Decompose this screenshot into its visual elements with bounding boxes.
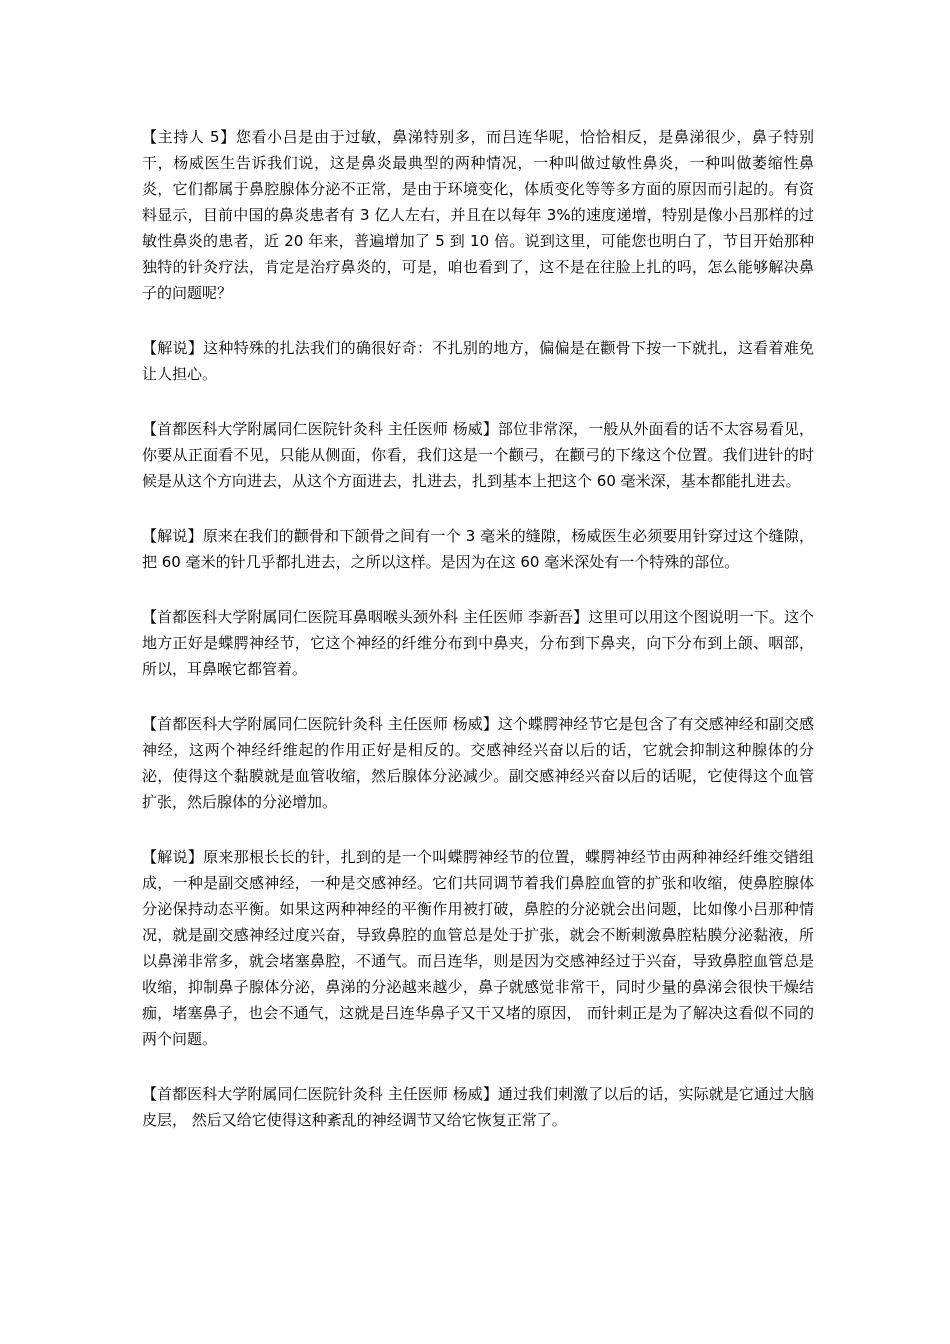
paragraph-narration-3: 【解说】原来那根长长的针，扎到的是一个叫蝶腭神经节的位置，蝶腭神经节由两种神经纤维交错组成，一种是副交感神经，一种是交感神经。它们共同调节着我们鼻腔血管的扩张和收缩，使鼻腔腺体分泌保持动态平衡。如果这两种神经的平衡作用被打破，鼻腔的分泌就会出问题，比如像小吕那种情况，就是副交感神经过度兴奋，导致鼻腔的血管总是处于扩张，就会不断刺激鼻腔粘膜分泌黏液，所以鼻涕非常多，就会堵塞鼻腔，不通气。而吕连华，则是因为交感神经过于兴奋，导致鼻腔血管总是收缩，抑制鼻子腺体分泌，鼻涕的分泌越来越少，鼻子就感觉非常干，同时少量的鼻涕会很快干燥结痂，堵塞鼻子，也会不通气，这就是吕连华鼻子又干又堵的原因， 而针刺正是为了解决这看似不同的两个问题。 xyxy=(142,848,814,1048)
document-page xyxy=(142,124,814,1162)
paragraph-host-5: 【主持人 5】您看小吕是由于过敏，鼻涕特别多，而吕连华呢，恰恰相反，是鼻涕很少，鼻子特别干，杨威医生告诉我们说，这是鼻炎最典型的两种情况，一种叫做过敏性鼻炎，一种叫做萎缩性鼻炎，它们都属于鼻腔腺体分泌不正常，是由于环境变化，体质变化等等多方面的原因而引起的。有资料显示，目前中国的鼻炎患者有 3 亿人左右，并且在以每年 3%的速度递增，特别是像小吕那样的过敏性鼻炎的患者，近 20 年来，普遍增加了 5 到 10 倍。说到这里，可能您也明白了，节目开始那种独特的针灸疗法，肯定是治疗鼻炎的，可是，咱也看到了，这不是在往脸上扎的吗，怎么能够解决鼻子的问题呢？ xyxy=(142,128,814,302)
paragraph-yangwei-1: 【首都医科大学附属同仁医院针灸科 主任医师 杨威】部位非常深，一般从外面看的话不太容易看见，你要从正面看不见，只能从侧面，你看，我们这是一个颧弓，在颧弓的下缘这个位置。我们进针的时候是从这个方向进去，从这个方面进去，扎进去，扎到基本上把这个 60 毫米深，基本都能扎进去。 xyxy=(142,420,814,490)
paragraph-lixinwu: 【首都医科大学附属同仁医院耳鼻咽喉头颈外科 主任医师 李新吾】这里可以用这个图说明一下。这个地方正好是蝶腭神经节，它这个神经的纤维分布到中鼻夹，分布到下鼻夹，向下分布到上颌、咽部， 所以，耳鼻喉它都管着。 xyxy=(142,608,814,678)
paragraph-narration-1: 【解说】这种特殊的扎法我们的确很好奇：不扎别的地方，偏偏是在颧骨下按一下就扎，这看着难免让人担心。 xyxy=(142,339,814,383)
paragraph-yangwei-2: 【首都医科大学附属同仁医院针灸科 主任医师 杨威】这个蝶腭神经节它是包含了有交感神经和副交感神经，这两个神经纤维起的作用正好是相反的。交感神经兴奋以后的话，它就会抑制这种腺体的分泌，使得这个黏膜就是血管收缩，然后腺体分泌减少。副交感神经兴奋以后的话呢，它使得这个血管扩张，然后腺体的分泌增加。 xyxy=(142,715,814,811)
paragraph-narration-2: 【解说】原来在我们的颧骨和下颌骨之间有一个 3 毫米的缝隙，杨威医生必须要用针穿过这个缝隙，把 60 毫米的针几乎都扎进去，之所以这样。是因为在这 60 毫米深处有一个特殊的部位。 xyxy=(142,527,814,571)
paragraph-yangwei-3: 【首都医科大学附属同仁医院针灸科 主任医师 杨威】通过我们刺激了以后的话，实际就是它通过大脑皮层， 然后又给它使得这种紊乱的神经调节又给它恢复正常了。 xyxy=(142,1085,814,1129)
